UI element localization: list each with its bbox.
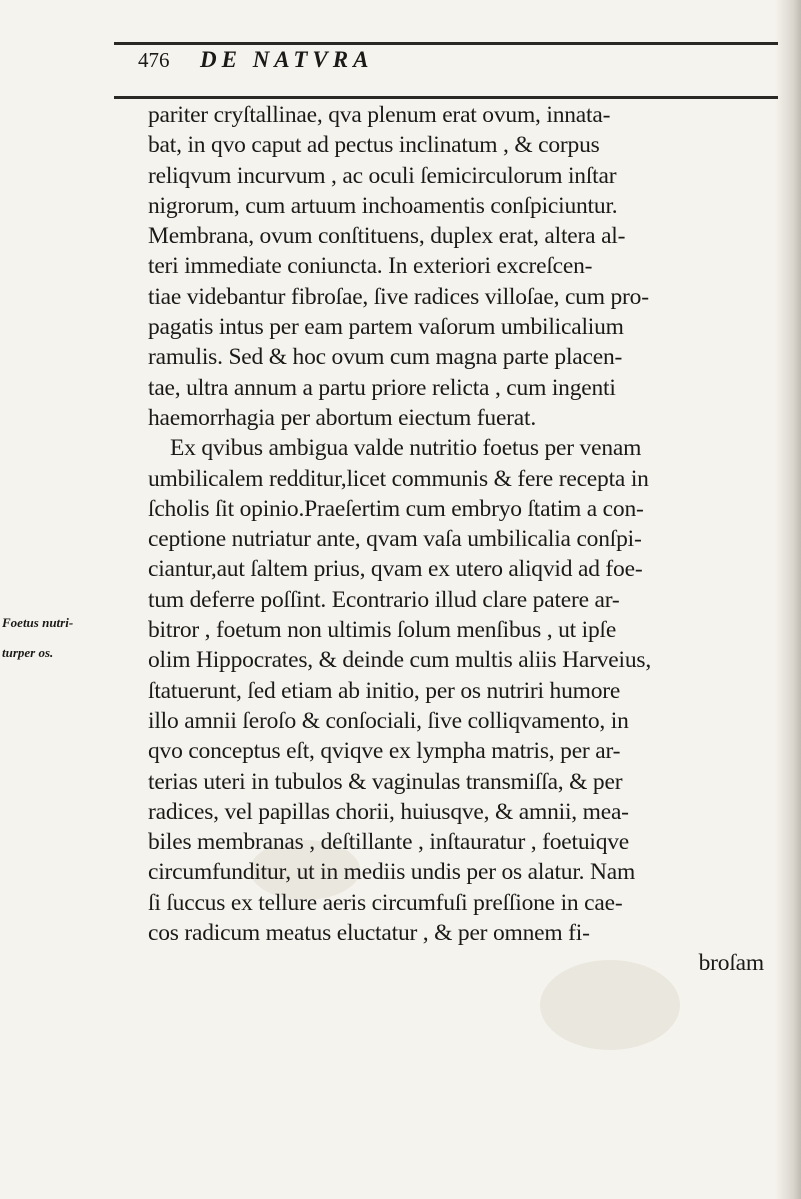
page-edge-shadow xyxy=(775,0,801,1199)
text-line: tum deferre poſſint. Econtrario illud clare patere ar- xyxy=(148,586,620,613)
text-line: umbilicalem redditur,licet communis & fere recepta in xyxy=(148,465,649,492)
text-line: reliqvum incurvum , ac oculi ſemicirculorum inſtar xyxy=(148,162,617,189)
page-header xyxy=(138,44,778,84)
running-head: DE NATVRA xyxy=(200,47,374,72)
text-line: pagatis intus per eam partem vaſorum umbilicalium xyxy=(148,314,624,341)
body-text xyxy=(148,100,776,979)
text-line: illo amnii ſeroſo & conſociali, ſive colliqvamento, in xyxy=(148,707,629,734)
text-line: olim Hippocrates, & deinde cum multis aliis Harveius, xyxy=(148,647,652,674)
text-line: teri immediate coniuncta. In exteriori excreſcen- xyxy=(148,253,593,280)
text-line: haemorrhagia per abortum eiectum fuerat. xyxy=(148,404,537,431)
text-line: ciantur,aut ſaltem prius, qvam ex utero aliqvid ad foe- xyxy=(148,556,643,583)
text-line: Membrana, ovum conſtituens, duplex erat, altera al- xyxy=(148,223,626,250)
text-line: broſam xyxy=(698,950,764,977)
page-number: 476 xyxy=(138,48,170,72)
text-line: ſi ſuccus ex tellure aeris circumfuſi preſſione in cae- xyxy=(148,889,623,916)
margin-note-line: Foetus nutri- xyxy=(2,615,74,630)
text-line: pariter cryſtallinae, qva plenum erat ovum, innata- xyxy=(148,102,611,128)
text-line: terias uteri in tubulos & vaginulas transmiſſa, & per xyxy=(148,768,623,795)
text-line: tae, ultra annum a partu priore relicta , cum ingenti xyxy=(148,374,616,401)
margin-note-line: turper os. xyxy=(2,645,54,660)
text-line: ſtatuerunt, ſed etiam ab initio, per os nutriri humore xyxy=(148,677,621,704)
margin-note xyxy=(2,608,73,668)
text-line: radices, vel papillas chorii, huiusqve, & amnii, mea- xyxy=(148,798,629,825)
text-line: Ex qvibus ambigua valde nutritio foetus per venam xyxy=(170,435,642,462)
header-rule-bottom xyxy=(114,96,778,99)
text-line: cos radicum meatus eluctatur , & per omnem fi- xyxy=(148,920,590,947)
text-line: bat, in qvo caput ad pectus inclinatum , & corpus xyxy=(148,132,600,159)
text-line: tiae videbantur fibroſae, ſive radices villoſae, cum pro- xyxy=(148,283,649,310)
text-line: nigrorum, cum artuum inchoamentis conſpiciuntur. xyxy=(148,192,618,219)
text-line: circumfunditur, ut in mediis undis per os alatur. Nam xyxy=(148,859,636,886)
text-line: biles membranas , deſtillante , inſtauratur , foetuiqve xyxy=(148,829,630,856)
text-line: ceptione nutriatur ante, qvam vaſa umbilicalia conſpi- xyxy=(148,526,642,553)
header-rule-top xyxy=(114,42,778,45)
text-line: ramulis. Sed & hoc ovum cum magna parte placen- xyxy=(148,344,623,371)
text-line: ſcholis ſit opinio.Praeſertim cum embryo ſtatim a con- xyxy=(148,495,644,522)
text-line: bitror , foetum non ultimis ſolum menſibus , ut ipſe xyxy=(148,617,617,644)
text-line: qvo conceptus eſt, qviqve ex lympha matris, per ar- xyxy=(148,738,621,765)
